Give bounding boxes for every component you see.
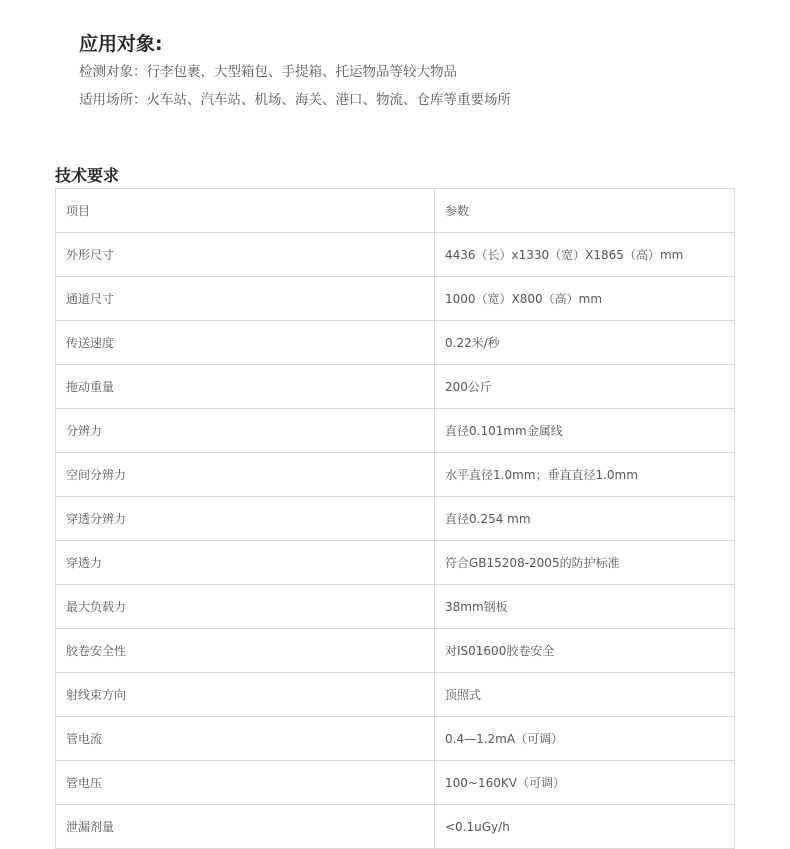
application-objects: 检测对象：行李包裹，大型箱包、手提箱、托运物品等较大物品 — [79, 64, 457, 80]
row-item: 最大负载力 — [56, 585, 435, 629]
row-param: 顶照式 — [435, 673, 735, 717]
header-param: 参数 — [435, 189, 735, 233]
row-param: 0.22米/秒 — [435, 321, 735, 365]
row-item: 空间分辨力 — [56, 453, 435, 497]
row-param: 100~160KV（可调） — [435, 761, 735, 805]
row-param: <0.1uGy/h — [435, 805, 735, 849]
row-item: 管电压 — [56, 761, 435, 805]
row-item: 拖动重量 — [56, 365, 435, 409]
table-row — [56, 761, 735, 805]
row-item: 管电流 — [56, 717, 435, 761]
table-header-row — [56, 189, 735, 233]
row-param: 直径0.101mm金属线 — [435, 409, 735, 453]
row-param: 0.4—1.2mA（可调） — [435, 717, 735, 761]
row-item: 通道尺寸 — [56, 277, 435, 321]
table-row — [56, 277, 735, 321]
table-row — [56, 541, 735, 585]
row-item: 外形尺寸 — [56, 233, 435, 277]
spec-table — [55, 188, 735, 849]
table-row — [56, 409, 735, 453]
row-param: 对IS01600胶卷安全 — [435, 629, 735, 673]
tech-requirements-title: 技术要求 — [55, 166, 120, 185]
row-param: 符合GB15208-2005的防护标准 — [435, 541, 735, 585]
row-item: 射线束方向 — [56, 673, 435, 717]
table-row — [56, 497, 735, 541]
table-row — [56, 233, 735, 277]
row-param: 水平直径1.0mm；垂直直径1.0mm — [435, 453, 735, 497]
table-row — [56, 629, 735, 673]
row-param: 直径0.254 mm — [435, 497, 735, 541]
application-section — [79, 30, 511, 114]
row-param: 200公斤 — [435, 365, 735, 409]
row-param: 4436（长）x1330（宽）X1865（高）mm — [435, 233, 735, 277]
row-param: 1000（宽）X800（高）mm — [435, 277, 735, 321]
table-row — [56, 717, 735, 761]
table-row — [56, 453, 735, 497]
application-places: 适用场所：火车站、汽车站、机场、海关、港口、物流、仓库等重要场所 — [79, 92, 511, 108]
row-item: 穿透分辨力 — [56, 497, 435, 541]
row-item: 传送速度 — [56, 321, 435, 365]
row-item: 分辨力 — [56, 409, 435, 453]
table-row — [56, 805, 735, 849]
table-row — [56, 673, 735, 717]
table-row — [56, 365, 735, 409]
application-title: 应用对象: — [79, 33, 163, 55]
table-row — [56, 585, 735, 629]
row-item: 穿透力 — [56, 541, 435, 585]
header-item: 项目 — [56, 189, 435, 233]
row-param: 38mm钢板 — [435, 585, 735, 629]
row-item: 泄漏剂量 — [56, 805, 435, 849]
table-row — [56, 321, 735, 365]
row-item: 胶卷安全性 — [56, 629, 435, 673]
